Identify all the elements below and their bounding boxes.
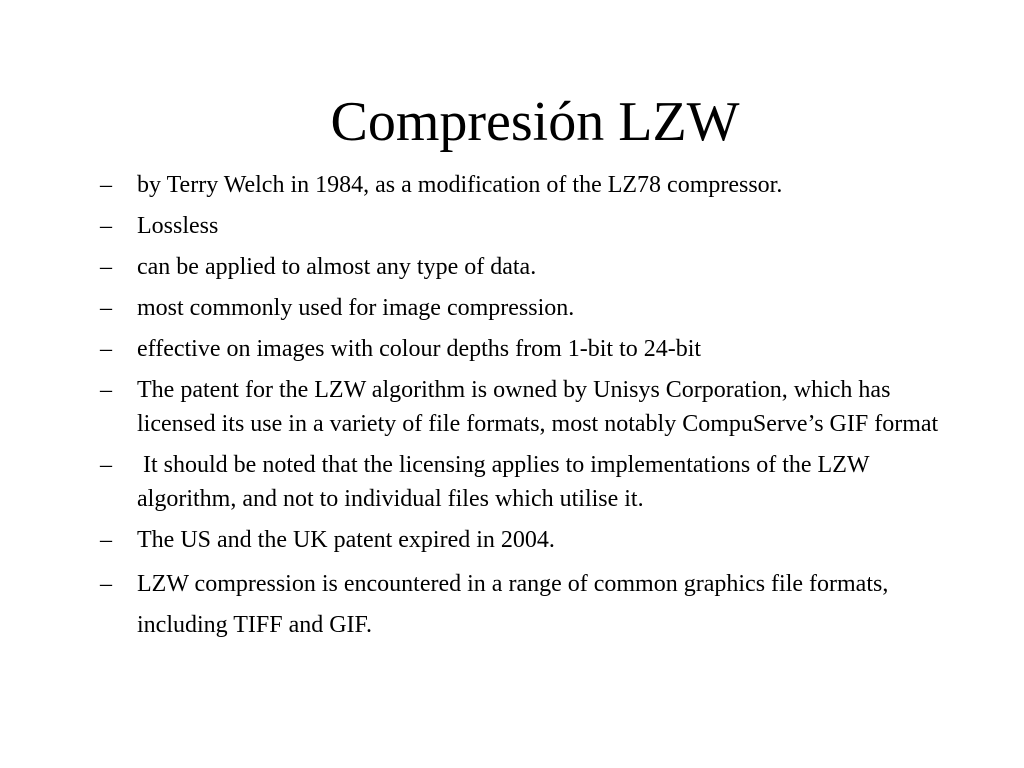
bullet-text: can be applied to almost any type of data. bbox=[137, 254, 537, 280]
bullet-marker: – bbox=[100, 254, 112, 280]
bullet-marker: – bbox=[100, 213, 112, 239]
bullet-item bbox=[100, 373, 960, 441]
bullet-text: effective on images with colour depths from 1-bit to 24-bit bbox=[137, 336, 702, 362]
bullet-marker: – bbox=[100, 336, 112, 362]
bullet-text: Lossless bbox=[137, 213, 219, 239]
bullet-text: LZW compression is encountered in a range of common graphics file formats, including TIFF and GIF. bbox=[137, 571, 889, 638]
slide-title: Compresión LZW bbox=[330, 91, 740, 153]
bullet-item bbox=[100, 168, 960, 202]
bullet-text: It should be noted that the licensing applies to implementations of the LZW algorithm, and not to individual files which utilise it. bbox=[137, 452, 876, 512]
bullet-item bbox=[100, 250, 960, 284]
bullet-list bbox=[100, 168, 960, 653]
bullet-marker: – bbox=[100, 571, 112, 597]
bullet-text: The US and the UK patent expired in 2004. bbox=[137, 527, 555, 553]
bullet-text: The patent for the LZW algorithm is owned by Unisys Corporation, which has licensed its use in a variety of file formats, most notably CompuServe’s GIF format bbox=[137, 377, 939, 437]
bullet-text: by Terry Welch in 1984, as a modification of the LZ78 compressor. bbox=[137, 172, 783, 198]
bullet-marker: – bbox=[100, 295, 112, 321]
bullet-item bbox=[100, 209, 960, 243]
bullet-marker: – bbox=[100, 172, 112, 198]
bullet-item bbox=[100, 448, 960, 516]
bullet-item bbox=[100, 291, 960, 325]
bullet-marker: – bbox=[100, 452, 112, 478]
bullet-marker: – bbox=[100, 377, 112, 403]
bullet-item bbox=[100, 564, 960, 646]
bullet-marker: – bbox=[100, 527, 112, 553]
bullet-item bbox=[100, 523, 960, 557]
bullet-item bbox=[100, 332, 960, 366]
bullet-text: most commonly used for image compression. bbox=[137, 295, 575, 321]
